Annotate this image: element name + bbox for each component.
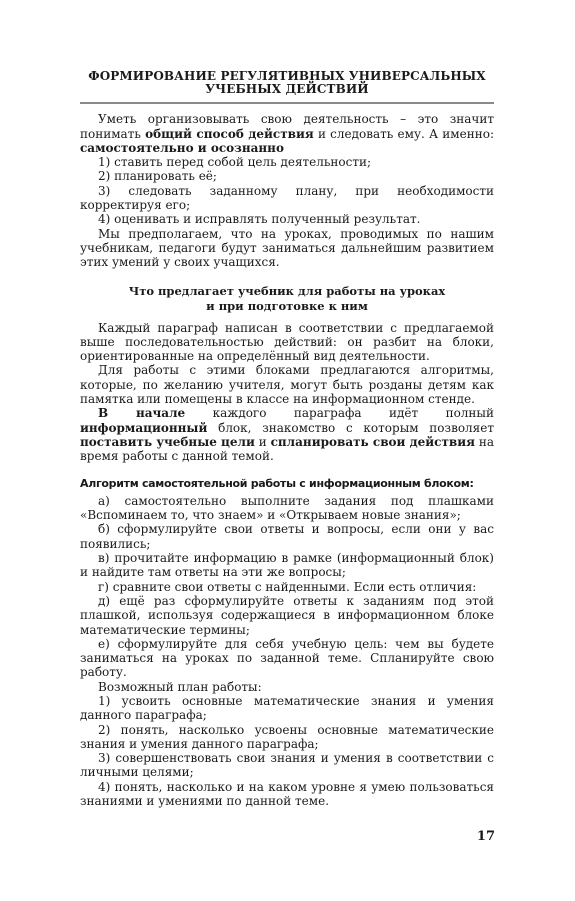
section-title-line1: ФОРМИРОВАНИЕ РЕГУЛЯТИВНЫХ УНИВЕРСАЛЬНЫХ (88, 69, 486, 83)
plan-item: 2) понять, насколько усвоены основные математические знания и умения данного параграфа; (80, 722, 494, 751)
algorithm-item: г) сравните свои ответы с найденными. Если есть отличия: (98, 579, 477, 594)
para3-bold-4: спланировать свои действия (270, 434, 476, 449)
plan-item: 4) понять, насколько и на каком уровне я умею пользоваться знаниями и умениями по данной теме. (80, 779, 494, 809)
spacer (80, 270, 494, 284)
intro-text-1: Уметь организовывать свою деятельность – это значит понимать (80, 112, 494, 141)
algorithm-item: в) прочитайте информацию в рамке (информационный блок) и найдите там ответы на эти же вопросы; (80, 551, 494, 580)
title-rule (80, 96, 494, 104)
algorithm-item: а) самостоятельно выполните задания под плашками «Вспоминаем то, что знаем» и «Открываем новые знания»; (80, 493, 494, 523)
para3-bold-1: В начале (98, 406, 186, 421)
para3-text-1: каждого параграфа идёт полный (185, 406, 494, 421)
page-content (80, 70, 494, 808)
plan-item: 1) усвоить основные математические знания и умения данного параграфа; (80, 693, 494, 723)
intro-bold-1: общий способ действия (145, 126, 314, 141)
step-item: 1) ставить перед собой цель деятельности; (98, 155, 372, 170)
paragraph-1: Каждый параграф написан в соответствии с предлагаемой выше последовательностью действий: он разбит на блоки, ориентированные на определённый вид деятельности. (80, 320, 494, 364)
para3-bold-3: поставить учебные цели (80, 434, 255, 449)
algorithm-item: б) сформулируйте свои ответы и вопросы, если они у вас появились; (80, 522, 494, 551)
algorithm-heading: Алгоритм самостоятельной работы с информационным блоком: (80, 476, 474, 490)
plan-heading: Возможный план работы: (98, 679, 262, 694)
page-number: 17 (476, 829, 495, 844)
intro-bold-2: самостоятельно и осознанно (80, 140, 284, 155)
subsection-title-line1: Что предлагает учебник для работы на уроках (128, 283, 446, 298)
algorithm-item: е) сформулируйте для себя учебную цель: чем вы будете заниматься на уроках по заданной теме. Спланируйте свою работу. (80, 636, 494, 680)
para3-text-2: блок, знакомство с которым позволяет (207, 420, 494, 435)
step-item: 2) планировать её; (98, 169, 217, 184)
spacer (80, 314, 494, 321)
para3-bold-2: информационный (80, 420, 208, 435)
paragraph-2: Для работы с этими блоками предлагаются алгоритмы, которые, по желанию учителя, могут быть розданы детям как памятка или помещены в классе на информационном стенде. (80, 363, 494, 407)
intro-paragraph (80, 112, 494, 155)
intro-text-2: и следовать ему. А именно: (313, 126, 494, 141)
section-title-line2: УЧЕБНЫХ ДЕЙСТВИЙ (205, 82, 369, 96)
para3-text-3: и (254, 434, 271, 449)
para3-text-4: на время работы с данной темой. (80, 434, 494, 464)
paragraph-3 (80, 406, 494, 463)
plan-item: 3) совершенствовать свои знания и умения в соответствии с личными целями; (80, 751, 494, 780)
step-item: 4) оценивать и исправлять полученный результат. (98, 212, 421, 227)
step-item: 3) следовать заданному плану, при необходимости корректируя его; (80, 183, 494, 213)
spacer (80, 464, 494, 477)
intro-closing: Мы предполагаем, что на уроках, проводимых по нашим учебникам, педагоги будут заниматься дальнейшим развитием этих умений у своих учащихся. (80, 226, 494, 270)
subsection-title-line2: и при подготовке к ним (206, 298, 368, 313)
algorithm-item: д) ещё раз сформулируйте ответы к заданиям под этой плашкой, используя содержащиеся в информационном блоке математические термины; (80, 593, 494, 637)
